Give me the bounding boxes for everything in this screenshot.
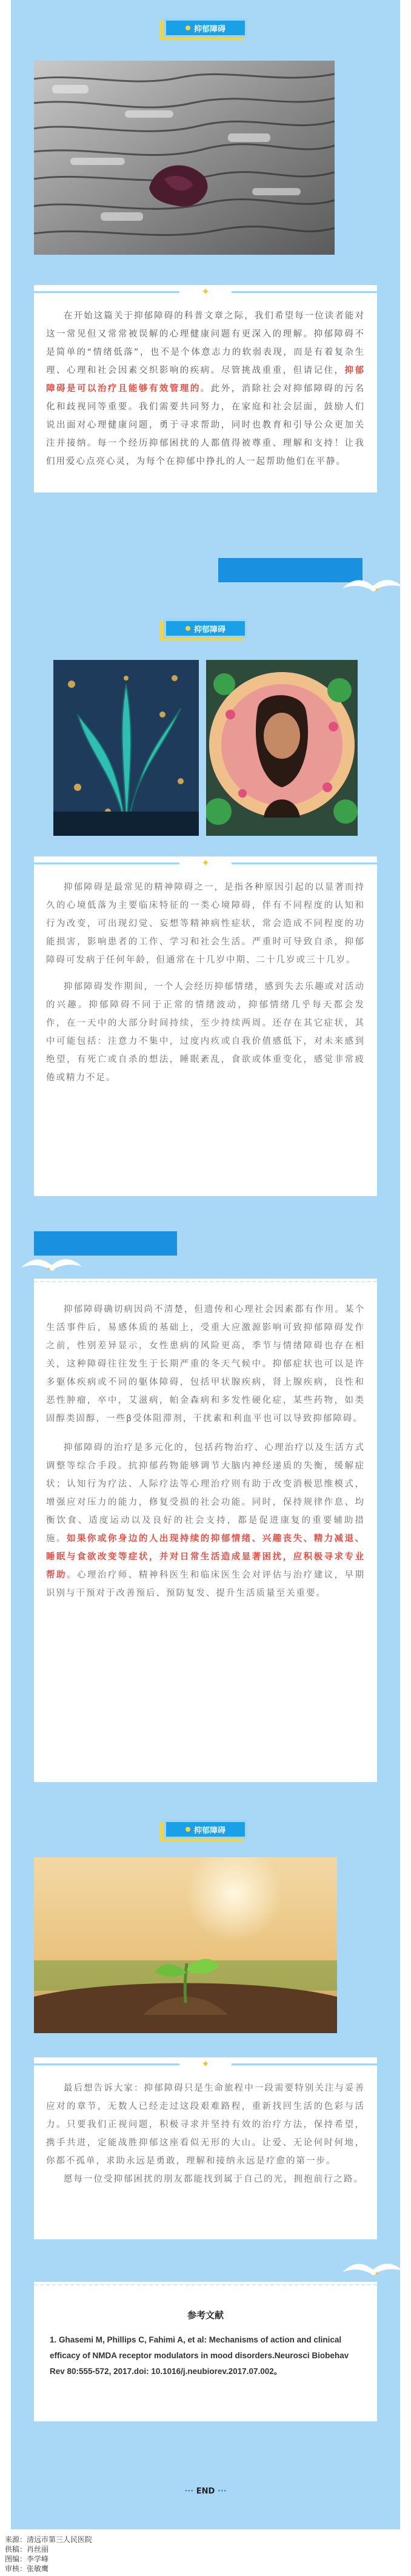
seagull-icon	[339, 570, 406, 600]
definition-paragraph: 抑郁障碍是最常见的精神障碍之一，是指各种原因引起的以显著而持久的心境低落为主要临床特征的一类心境障碍，伴有不同程度的认知和行为改变，可出现幻觉、妄想等精神病性症状，常会造成不同程度的功能损害，影响患者的工作、学习和社会生活。严重时可导致自杀，抑郁障碍可发病于任何年龄，但通常在十几岁中期、二十几岁或三十几岁。	[46, 883, 365, 965]
star-icon: ✦	[201, 285, 210, 297]
tag-dot-icon	[185, 1827, 190, 1832]
closing-panel	[34, 2057, 377, 2239]
intro-paragraph: 在开始这篇关于抑郁障碍的科普文章之际，我们希望每一位读者能对这一常见但又常常被误解的心理健康问题有更深入的理解。抑郁障碍不是简单的“情绪低落”，也不是个体意志力的软弱表现，而是有着复杂生理、心理和社会因素交织影响的疾病。尽管挑战重重，但请记住，抑郁障碍是可以治疗且能够有效管理的。此外，消除社会对抑郁障碍的污名化和歧视同等重要。我们需要共同努力，在家庭和社会层面，鼓励人们说出面对心理健康问题，勇于寻求帮助，同时也教育和引导公众更加关注并接纳。每一个经历抑郁困扰的人都值得被尊重、理解和支持！让我们用爱心点亮心灵，为每个在抑郁中挣扎的人一起帮助他们在平静。	[46, 311, 365, 466]
section-tag-label: 抑郁障碍	[193, 1826, 226, 1835]
highlight-text: 如果你或你身边的人出现持续的抑郁情绪、兴趣丧失、精力减退、睡眠与食欲改变等症状，并对日常生活造成显著困扰，应积极寻求专业帮助	[46, 1534, 365, 1580]
end-label: END	[196, 2487, 215, 2496]
section-tag-label: 抑郁障碍	[193, 625, 226, 634]
end-dots: ···	[184, 2487, 194, 2496]
section-tag-1	[164, 18, 247, 38]
bark-photo	[34, 61, 335, 255]
intro-panel	[34, 285, 377, 493]
star-icon: ✦	[201, 856, 210, 869]
footer-source: 来源：清远市第三人民医院	[5, 2535, 93, 2544]
portrait-artwork	[206, 660, 358, 836]
closing-paragraph: 最后想告诉大家：抑郁障碍只是生命旅程中一段需要特别关注与妥善应对的章节，无数人已经走过这段艰难路程，重新找回生活的色彩与活力。只要我们正视问题，积极寻求并坚持有效的治疗方法，保持希望，携手共进，定能战胜抑郁这座看似无形的大山。让爱、无论何时何地，你都不孤单，求助永远是勇敢，理解和接纳永远是疗愈的第一步。	[46, 2083, 365, 2166]
section-tag-2	[164, 619, 247, 638]
treatment-paragraph: 抑郁障碍的治疗是多元化的，包括药物治疗、心理治疗以及生活方式调整等综合手段。抗抑郁药物能够调节大脑内神经递质的失衡，缓解症状；认知行为疗法、人际疗法等心理治疗则有助于改变消极思维模式，增强应对压力的能力，修复受损的社会功能。同时，保持规律作息、均衡饮食、适度运动以及良好的社会支持，都是促进康复的重要辅助措施。如果你或你身边的人出现持续的抑郁情绪、兴趣丧失、精力减退、睡眠与食欲改变等症状，并对日常生活造成显著困扰，应积极寻求专业帮助。心理治疗师、精神科医生和临床医生会对评估与治疗建议，早期识别与干预对于改善预后、预防复发、提升生活质量至关重要。	[46, 1443, 365, 1598]
footer-designer: 图编：李学峰	[5, 2555, 49, 2563]
cause-treatment-panel	[34, 1279, 377, 1782]
footer-reviewer: 审核：张敏鹰	[5, 2564, 49, 2573]
definition-panel	[34, 856, 377, 1196]
portrait-art-illustration	[206, 660, 358, 836]
plant-artwork	[53, 660, 199, 836]
divider-line	[34, 2063, 179, 2065]
seagull-icon	[339, 2254, 406, 2284]
tag-dot-icon	[185, 626, 190, 631]
end-dots: ···	[217, 2487, 227, 2496]
section-tag-3	[164, 1820, 247, 1839]
reference-item: 1. Ghasemi M, Phillips C, Fahimi A, et al: Mechanisms of action and clinical efficacy of NMDA receptor modulators in mood disorders.Neurosci Biobehav Rev 80:555-572, 2017.doi: 10.1016/j.neubiorev.2017.07.002。	[50, 2335, 349, 2376]
closing-wish-paragraph: 愿每一位受抑郁困扰的朋友都能找到属于自己的光，拥抱前行之路。	[64, 2174, 364, 2184]
symptoms-paragraph: 抑郁障碍发作期间，一个人会经历抑郁情绪，感到失去乐趣或对活动的兴趣。抑郁障碍不同于正常的情绪波动，抑郁情绪几乎每天都会发作，在一天中的大部分时间持续，至少持续两周。还存在其它症状，其中可能包括：注意力不集中，过度内疚或自我价值感低下，对未来感到绝望，有死亡或自杀的想法，睡眠紊乱，食欲或体重变化，感觉非常疲倦或精力不足。	[46, 982, 365, 1083]
divider-line	[232, 863, 377, 864]
sprout-photo	[34, 1857, 337, 2033]
references-panel	[34, 2282, 377, 2421]
divider-line	[232, 2063, 377, 2065]
dashed-divider	[34, 1281, 377, 1282]
end-marker	[0, 2487, 411, 2496]
cause-paragraph: 抑郁障碍确切病因尚不清楚，但遗传和心理社会因素都有作用。某个生活事件后，易感体质的基础上，受重大应激源影响可致抑郁障碍发作之前，性别差异显示，女性患病的风险更高，季节与情绪障碍也存在相关，这种障碍往往发生于长期严重的冬天气候中。抑郁症状也可以是许多躯体疾病或不同的躯体障碍，包括甲状腺疾病，肾上腺疾病，良性和恶性肿瘤，卒中，艾滋病，帕金森病和多发性硬化症，某些药物，如类固醇类固醇，一些β受体阻滞剂，干扰素和利血平也可以导致抑郁障碍。	[46, 1305, 365, 1424]
seagull-icon	[18, 1249, 85, 1280]
bark-illustration	[34, 61, 335, 255]
plant-art-illustration	[53, 660, 199, 836]
sprout-illustration	[34, 1857, 337, 2033]
star-icon: ✦	[201, 2057, 210, 2070]
section-tag-label: 抑郁障碍	[193, 24, 226, 34]
tag-dot-icon	[185, 25, 190, 30]
footer-editor: 供稿：肖丝丽	[5, 2545, 49, 2554]
divider-line	[34, 863, 179, 864]
dashed-divider	[34, 2284, 377, 2285]
divider-line	[232, 291, 377, 293]
references-title: 参考文献	[187, 2310, 224, 2321]
divider-line	[34, 291, 179, 293]
highlight-text: 抑郁障碍是可以治疗且能够有效管理的	[46, 366, 365, 394]
